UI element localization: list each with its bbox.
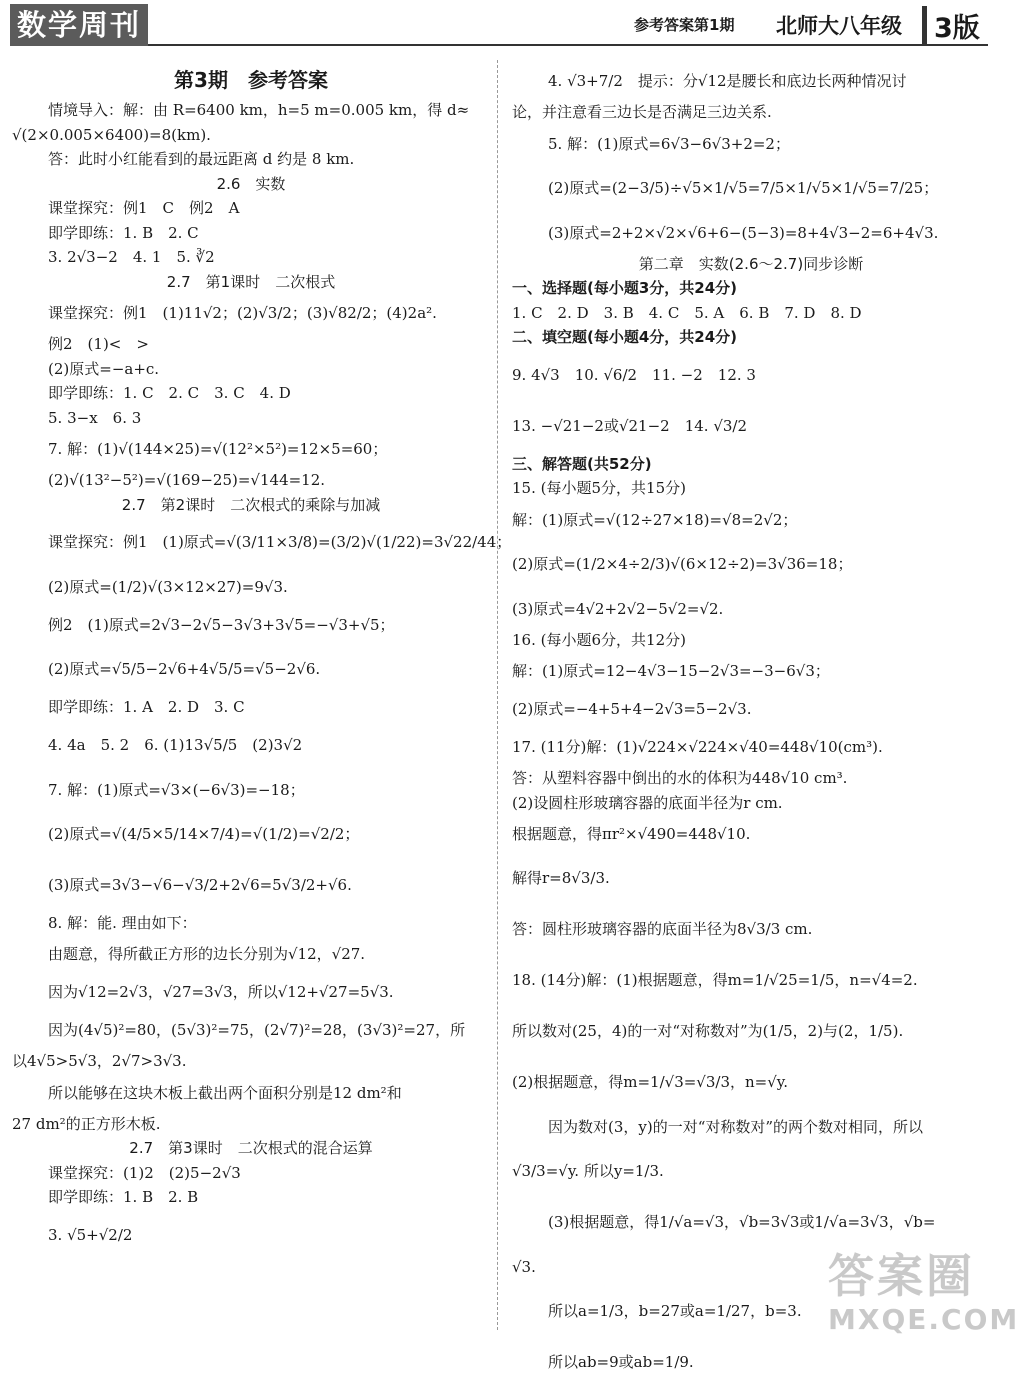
header-rule (148, 44, 988, 46)
answer-line: 二、填空题(每小题4分，共24分) (512, 328, 738, 346)
answer-line: 3. 2√3−2 4. 1 5. ∛2 (48, 248, 215, 266)
answer-line: (2)原式=√5/5−2√6+4√5/5=√5−2√6. (48, 660, 321, 678)
answer-line: 5. 解：(1)原式=6√3−6√3+2=2； (548, 134, 790, 153)
answer-line: (3)原式=2+2×√2×√6+6−(5−3)=8+4√3−2=6+4√3. (548, 223, 939, 242)
answer-line: 13. −√21−2或√21−2 14. √3/2 (512, 416, 748, 435)
answer-line: 2.7 第1课时 二次根式 (166, 272, 336, 291)
answer-line: 答：此时小红能看到的最远距离 d 约是 8 km. (48, 150, 355, 168)
answer-line: 3. √5+√2/2 (48, 1225, 133, 1244)
answer-line: (2)原式=(2−3/5)÷√5×1/√5=7/5×1/√5×1/√5=7/25； (548, 178, 939, 197)
answer-line: 解得r=8√3/3. (512, 869, 610, 887)
left-column (12, 62, 512, 1261)
brand-title: 数学周刊 (10, 4, 148, 46)
answer-line: (3)原式=3√3−√6−√3/2+2√6=5√3/2+√6. (48, 875, 352, 894)
answer-line: 情境导入：解：由 R=6400 km，h=5 m=0.005 km，得 d≈ (48, 101, 470, 119)
answer-line: (2)设圆柱形玻璃容器的底面半径为r cm. (512, 793, 783, 812)
answer-line: 7. 解：(1)原式=√3×(−6√3)=−18； (48, 780, 305, 799)
watermark-line1: 答案圈 (828, 1249, 975, 1303)
answer-line: 由题意，得所截正方形的边长分别为√12，√27. (48, 945, 366, 963)
grade-label: 北师大八年级 (776, 14, 902, 38)
answer-line: 所以能够在这块木板上截出两个面积分别是12 dm²和 (48, 1083, 402, 1102)
answer-line: √3/3=√y. 所以y=1/3. (512, 1162, 664, 1180)
answer-line: 4. √3+7/2 提示：分√12是腰长和底边长两种情况讨 (548, 72, 907, 90)
answer-line: 2.7 第3课时 二次根式的混合运算 (129, 1139, 373, 1157)
answer-line: (2)√(13²−5²)=√(169−25)=√144=12. (48, 471, 326, 489)
answer-line: 即学即练：1. B 2. B (48, 1188, 199, 1206)
answer-line: √3. (512, 1258, 536, 1276)
answer-line: (2)原式=(1/2)√(3×12×27)=9√3. (48, 578, 288, 596)
answer-line: 第二章 实数(2.6～2.7)同步诊断 (638, 254, 864, 273)
answer-line: 例2 (1)原式=2√3−2√5−3√3+3√5=−√3+√5； (48, 616, 395, 634)
column-divider (497, 60, 498, 1330)
answer-line: √(2×0.005×6400)=8(km). (12, 125, 211, 144)
right-column (512, 62, 1019, 1388)
answer-line: (2)原式=√(4/5×5/14×7/4)=√(1/2)=√2/2； (48, 824, 360, 843)
answer-line: 2.7 第2课时 二次根式的乘除与加减 (121, 495, 381, 514)
answer-line: 16. (每小题6分，共12分) (512, 630, 686, 649)
answer-line: (2)原式=−a+c. (48, 359, 160, 378)
answer-line: 课堂探究：(1)2 (2)5−2√3 (48, 1163, 241, 1182)
watermark-line2: MXQE.COM (828, 1303, 1019, 1336)
answer-line: 7. 解：(1)√(144×25)=√(12²×5²)=12×5=60； (48, 440, 388, 458)
answer-line: 因为√12=2√3，√27=3√3，所以√12+√27=5√3. (48, 983, 394, 1001)
answer-line: 课堂探究：例1 C 例2 A (48, 199, 240, 217)
answer-line: (3)原式=4√2+2√2−5√2=√2. (512, 599, 724, 618)
answer-line: 第3期 参考答案 (174, 68, 328, 92)
answer-line: 课堂探究：例1 (1)11√2；(2)√3/2；(3)√82/2；(4)2a². (48, 304, 437, 322)
answer-line: 即学即练：1. B 2. C (48, 223, 199, 242)
answer-line: 所以数对(25，4)的一对“对称数对”为(1/5，2)与(2，1/5). (512, 1022, 904, 1040)
issue-label: 参考答案第1期 (634, 16, 735, 34)
answer-line: 4. 4a 5. 2 6. (1)13√5/5 (2)3√2 (48, 735, 303, 754)
answer-line: 所以ab=9或ab=1/9. (548, 1353, 694, 1371)
answer-line: 5. 3−x 6. 3 (48, 408, 142, 427)
answer-line: 18. (14分)解：(1)根据题意，得m=1/√25=1/5，n=√4=2. (512, 971, 918, 989)
answer-line: 解：(1)原式=12−4√3−15−2√3=−3−6√3； (512, 662, 830, 680)
answer-line: 解：(1)原式=√(12÷27×18)=√8=2√2； (512, 510, 798, 529)
page-number: 3版 (934, 13, 980, 44)
answer-line: 2.6 实数 (216, 174, 286, 193)
answer-line: 论，并注意看三边长是否满足三边关系. (512, 103, 772, 121)
answer-line: 即学即练：1. C 2. C 3. C 4. D (48, 384, 291, 402)
answer-line: 即学即练：1. A 2. D 3. C (48, 698, 245, 716)
answer-line: 三、解答题(共52分) (512, 454, 652, 473)
answer-line: 以4√5>5√3，2√7>3√3. (12, 1052, 187, 1070)
answer-line: 8. 解：能. 理由如下： (48, 913, 197, 932)
answer-line: 课堂探究：例1 (1)原式=√(3/11×3/8)=(3/2)√(1/22)=3√22/44； (48, 533, 512, 551)
answer-line: 15. (每小题5分，共15分) (512, 479, 686, 497)
answer-line: (3)根据题意，得1/√a=√3，√b=3√3或1/√a=3√3，√b= (548, 1213, 936, 1231)
answer-line: 根据题意，得πr²×√490=448√10. (512, 825, 751, 843)
answer-line: 答：圆柱形玻璃容器的底面半径为8√3/3 cm. (512, 920, 813, 938)
answer-line: (2)原式=−4+5+4−2√3=5−2√3. (512, 700, 752, 718)
answer-line: 27 dm²的正方形木板. (12, 1114, 161, 1133)
answer-line: 9. 4√3 10. √6/2 11. −2 12. 3 (512, 365, 756, 384)
answer-line: 因为(4√5)²=80，(5√3)²=75，(2√7)²=28，(3√3)²=27，所 (48, 1021, 466, 1039)
answer-line: 1. C 2. D 3. B 4. C 5. A 6. B 7. D 8. D (512, 303, 862, 322)
header-divider-bar (922, 6, 927, 44)
watermark (828, 1249, 1019, 1345)
answer-line: 例2 (1)< > (48, 335, 149, 353)
answer-line: 17. (11分)解：(1)√224×√224×√40=448√10(cm³). (512, 738, 883, 756)
answer-line: 答：从塑料容器中倒出的水的体积为448√10 cm³. (512, 769, 848, 787)
answer-line: (2)原式=(1/2×4÷2/3)√(6×12÷2)=3√36=18； (512, 554, 853, 573)
answer-line: (2)根据题意，得m=1/√3=√3/3，n=√y. (512, 1073, 789, 1091)
answer-line: 所以a=1/3，b=27或a=1/27，b=3. (548, 1302, 802, 1320)
answer-line: 因为数对(3，y)的一对“对称数对”的两个数对相同，所以 (548, 1118, 924, 1136)
answer-line: 一、选择题(每小题3分，共24分) (512, 279, 738, 297)
page-header (0, 0, 1000, 50)
